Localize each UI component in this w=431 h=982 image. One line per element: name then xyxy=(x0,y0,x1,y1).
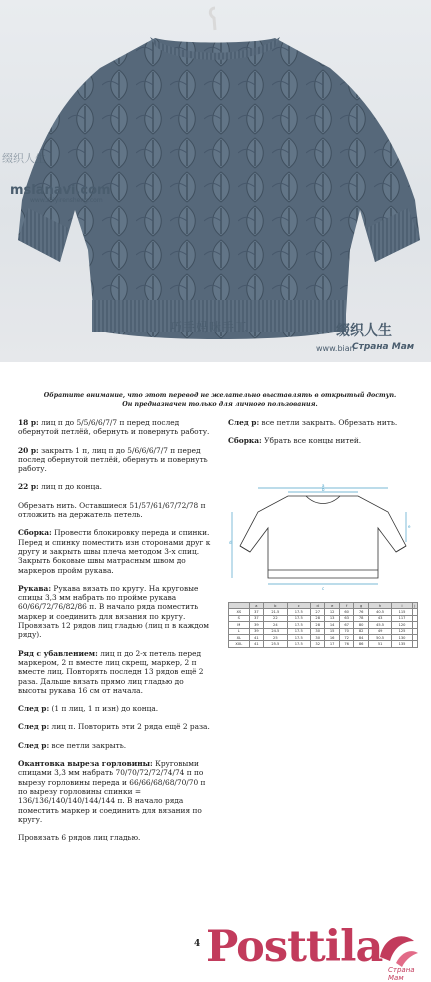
instruction-heading: След р: xyxy=(228,418,260,427)
instruction-text: Провязать 6 рядов лиц гладью. xyxy=(18,833,141,843)
table-cell: 43 xyxy=(368,615,391,621)
table-header-cell: c xyxy=(287,603,310,609)
instruction-heading: Сборка: xyxy=(228,436,262,446)
label-b: b xyxy=(322,487,325,492)
table-header-cell: b xyxy=(264,603,287,609)
instruction-paragraph xyxy=(18,833,213,842)
table-cell: 76 xyxy=(339,641,353,647)
schematic-diagram xyxy=(228,482,413,592)
table-cell: 82 xyxy=(354,628,368,634)
instruction-text: закрыть 1 п, лиц п до 5/6/6/6/7/7 п перед послед обернутой петлёй, обернуть и повернуть работу. xyxy=(18,445,208,474)
table-cell: 17.5 xyxy=(287,641,310,647)
table-cell: 125 xyxy=(392,628,412,634)
table-cell: 51 xyxy=(368,641,391,647)
table-cell: 14 xyxy=(325,622,339,628)
table-cell: 45.5 xyxy=(368,622,391,628)
label-d: d xyxy=(229,540,232,545)
instruction-heading: Сборка: xyxy=(18,528,52,538)
table-cell: 24.5 xyxy=(264,628,287,634)
table-cell: 120 xyxy=(392,622,412,628)
instruction-paragraph xyxy=(18,649,213,695)
table-cell: 17 xyxy=(325,641,339,647)
table-cell: 17.5 xyxy=(287,634,310,640)
instruction-text: лиц п до 2-х петель перед маркером, 2 п вместе лиц скрещ, маркер, 2 п вместе лиц. Повторять последн 13 рядов ещё 2 раза. Дальше вязать прямо лиц гладью до высоты рукава 16 см от начала. xyxy=(18,648,204,695)
table-cell: 72 xyxy=(339,634,353,640)
table-cell: 16 xyxy=(325,634,339,640)
instruction-heading: След р: xyxy=(18,704,50,714)
table-cell: 15 xyxy=(325,628,339,634)
table-cell: 25.5 xyxy=(264,641,287,647)
table-header-cell: i xyxy=(392,603,412,609)
table-cell: 12 xyxy=(325,609,339,615)
posts-brand: Posttila xyxy=(206,922,383,972)
table-cell: 39 xyxy=(249,628,263,634)
instruction-heading: 20 р: xyxy=(18,445,39,455)
table-cell: 76 xyxy=(354,609,368,615)
instruction-heading: Ряд с убавлением: xyxy=(18,648,98,658)
table-header-cell: e xyxy=(325,603,339,609)
instruction-paragraph xyxy=(18,482,213,491)
instruction-heading: След р: xyxy=(18,740,50,750)
instruction-paragraph xyxy=(18,722,213,731)
table-row xyxy=(229,641,418,647)
instruction-paragraph xyxy=(18,704,213,713)
table-cell: 130 xyxy=(392,634,412,640)
instruction-text: Обрезать нить. Оставшиеся 51/57/61/67/72/78 п отложить на держатель петель. xyxy=(18,500,206,520)
instruction-paragraph xyxy=(18,584,213,640)
table-cell: 80 xyxy=(354,622,368,628)
table-cell: 37 xyxy=(249,609,263,615)
table-cell: 28 xyxy=(310,622,324,628)
table-cell: 70 xyxy=(339,628,353,634)
instruction-text: Рукава вязать по кругу. На круговые спицы 3,3 мм набрать по пройме рукава 60/66/72/76/82/86 п. В начало ряда поместить маркер и соединить для вязания по кругу. Провязать 12 рядов лиц гладью (лиц п в каждом ряду). xyxy=(18,583,210,640)
instruction-paragraph xyxy=(18,446,213,474)
watermark-top: 缀织人生 xyxy=(2,152,46,165)
chinese-caption: 巧手妈咪手工 xyxy=(170,320,249,334)
table-cell xyxy=(412,641,417,647)
instruction-text: все петли закрыть. xyxy=(49,740,127,750)
posts-sub: Страна Мам xyxy=(388,966,415,982)
table-cell: 41 xyxy=(249,634,263,640)
strana-mam-watermark: Страна Мам xyxy=(352,342,415,352)
instruction-paragraph xyxy=(228,418,418,427)
table-header-cell: d xyxy=(310,603,324,609)
table-cell: XL xyxy=(229,634,250,640)
table-cell: 39 xyxy=(249,622,263,628)
brand-watermark: 缀织人生 xyxy=(336,323,392,339)
instruction-text: лиц п до 5/5/6/6/7/7 п перед послед обернутой петлёй, обернуть и повернуть работу. xyxy=(18,418,210,437)
size-table xyxy=(228,602,418,648)
table-cell: 37 xyxy=(249,615,263,621)
header-note: Обратите внимание, что этот перевод не желательно выставлять в открытый доступ. Он предназначен только для личного пользования. xyxy=(43,392,397,408)
table-cell: 117 xyxy=(392,615,412,621)
table-header-cell: f xyxy=(339,603,353,609)
instruction-paragraph xyxy=(18,528,213,574)
site-watermark: mslanavi.com xyxy=(10,183,111,198)
table-cell: 17.5 xyxy=(287,622,310,628)
table-cell: 13 xyxy=(325,615,339,621)
table-cell: 135 xyxy=(392,641,412,647)
right-column xyxy=(228,418,418,455)
instruction-paragraph xyxy=(18,741,213,750)
sweater-illustration xyxy=(0,0,431,362)
instruction-heading: След р: xyxy=(18,722,50,732)
table-cell: 24 xyxy=(264,622,287,628)
table-cell: 17.5 xyxy=(287,628,310,634)
table-cell: 115 xyxy=(392,609,412,615)
sweater-photo xyxy=(0,0,431,362)
table-cell: 27 xyxy=(310,609,324,615)
table-cell: 60 xyxy=(339,609,353,615)
instruction-paragraph xyxy=(18,501,213,520)
table-cell: 50.5 xyxy=(368,634,391,640)
table-header-cell: a xyxy=(249,603,263,609)
table-cell: XXL xyxy=(229,641,250,647)
table-cell: 84 xyxy=(354,634,368,640)
table-cell: 21.5 xyxy=(264,609,287,615)
table-cell: 49 xyxy=(368,628,391,634)
table-cell: XS xyxy=(229,609,250,615)
instruction-text: Провести блокировку переда и спинки. Перед и спинку поместить изн сторонами друг к другу и закрыть швы плеча методом 3-х спиц. Закрыть боковые швы матрасным швом до маркеров пройм рукава. xyxy=(18,528,211,575)
table-header-cell: h xyxy=(368,603,391,609)
site-sub-watermark: www.zhiyirensheng.com xyxy=(30,197,103,204)
table-cell: 17.5 xyxy=(287,609,310,615)
pattern-page xyxy=(0,362,431,982)
instruction-text: Круговыми спицами 3,3 мм набрать 70/70/72/72/74/74 п по вырезу горловины переда и 66/66/68/68/70/70 п по вырезу горловины спинки = 136/136/140/140/144/144 п. В начало ряда поместить маркер и соединить для вязания по кругу. xyxy=(18,759,206,824)
table-cell: 30 xyxy=(310,628,324,634)
instruction-heading: Рукава: xyxy=(18,583,52,593)
instruction-paragraph xyxy=(228,436,418,445)
table-cell: 17.5 xyxy=(287,615,310,621)
instruction-text: Убрать все концы нитей. xyxy=(261,436,362,446)
table-cell: 30 xyxy=(310,634,324,640)
label-e: e xyxy=(408,524,411,529)
strana-mam-logo-icon xyxy=(372,927,422,969)
table-header-cell: j xyxy=(412,603,417,609)
instruction-heading: 22 р: xyxy=(18,482,39,492)
instruction-text: лиц п до конца. xyxy=(38,482,102,492)
table-cell: 25 xyxy=(264,634,287,640)
table-cell: 78 xyxy=(354,615,368,621)
table-cell: 41 xyxy=(249,641,263,647)
instruction-heading: Окантовка выреза горловины: xyxy=(18,759,153,769)
table-cell: S xyxy=(229,615,250,621)
table-cell: L xyxy=(229,628,250,634)
table-header-cell: g xyxy=(354,603,368,609)
instruction-heading: 18 р: xyxy=(18,418,39,427)
table-cell: 86 xyxy=(354,641,368,647)
table-cell: M xyxy=(229,622,250,628)
table-cell: 63 xyxy=(339,615,353,621)
table-cell: 28 xyxy=(310,615,324,621)
page-number: 4 xyxy=(194,939,201,949)
brand-url: www.bian xyxy=(316,344,355,353)
left-column xyxy=(18,418,213,851)
table-cell: 40.5 xyxy=(368,609,391,615)
instruction-paragraph xyxy=(18,418,213,437)
table-cell: 22 xyxy=(264,615,287,621)
instruction-text: все петли закрыть. Обрезать нить. xyxy=(259,418,398,427)
instruction-text: (1 п лиц, 1 п изн) до конца. xyxy=(49,704,159,714)
table-cell: 32 xyxy=(310,641,324,647)
label-c: c xyxy=(322,586,325,591)
table-cell: 67 xyxy=(339,622,353,628)
label-a: a xyxy=(322,483,325,488)
instruction-text: лиц п. Повторить эти 2 ряда ещё 2 раза. xyxy=(49,722,210,732)
instruction-paragraph xyxy=(18,759,213,824)
